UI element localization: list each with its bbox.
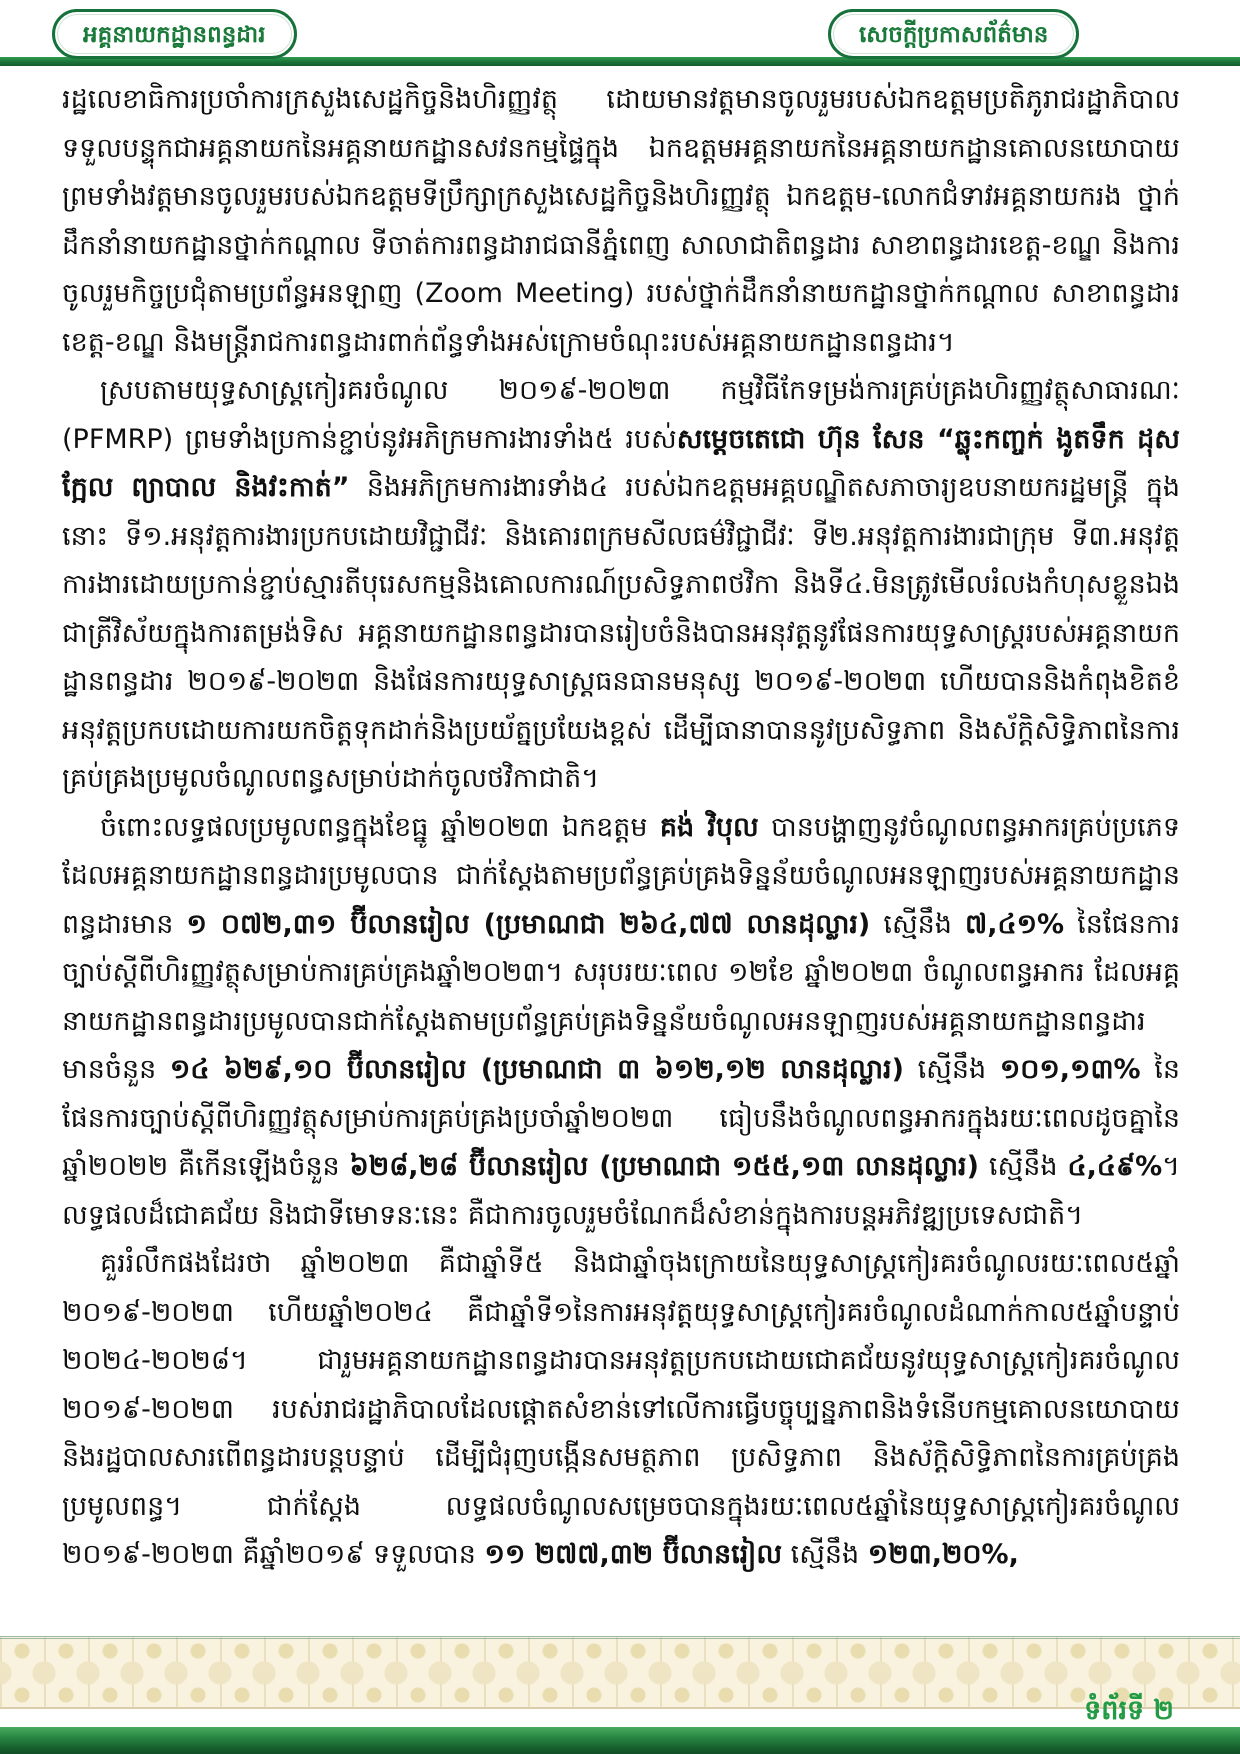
text-segment: រដ្ឋលេខាធិការប្រចាំការក្រសួងសេដ្ឋកិច្ចនិងហិរញ្ញវត្ថុ ដោយមានវត្តមានចូលរួមរបស់ឯកឧត្តមប្រតិភូរាជរដ្ឋាភិបាលទទួលបន្ទុកជាអគ្គនាយកនៃអគ្គនាយកដ្ឋានសវនកម្មផ្ទៃក្នុង ឯកឧត្តមអគ្គនាយកនៃអគ្គនាយកដ្ឋានគោលនយោបាយ ព្រមទាំងវត្តមានចូលរួមរបស់ឯកឧត្តមទីប្រឹក្សាក្រសួងសេដ្ឋកិច្ចនិងហិរញ្ញវត្ថុ ឯកឧត្តម-លោកជំទាវអគ្គនាយករង ថ្នាក់ដឹកនាំនាយកដ្ឋានថ្នាក់កណ្តាល ទីចាត់ការពន្ធដារាជធានីភ្នំពេញ សាលាជាតិពន្ធដារ សាខាពន្ធដារខេត្ត-ខណ្ឌ និងការចូលរួមកិច្ចប្រជុំតាមប្រព័ន្ធអនឡាញ (Zoom Meeting) របស់ថ្នាក់ដឹកនាំនាយកដ្ឋានថ្នាក់កណ្តាល សាខាពន្ធដារខេត្ត-ខណ្ឌ និងមន្ត្រីរាជការពន្ធដារពាក់ព័ន្ធទាំងអស់ក្រោមចំណុះរបស់អគ្គនាយកដ្ឋានពន្ធដារ។ — [62, 84, 1180, 358]
text-segment: ចំពោះលទ្ធផលប្រមូលពន្ធក្នុងខែធ្នូ ឆ្នាំ២០២៣ ឯកឧត្តម — [100, 811, 660, 843]
text-segment: ១៤ ៦២៩,១០ ប៊ីលានរៀល (ប្រមាណជា ៣ ៦១២,១២ លានដុល្លារ) — [169, 1054, 904, 1085]
text-segment: បានបង្ហាញនូវចំណូលពន្ធអាករគ្រប់ប្រភេទ ដែលអគ្គនាយកដ្ឋានពន្ធដារប្រមូលបាន ជាក់ស្តែងតាមប្រព័ន្ធគ្រប់គ្រងទិន្នន័យចំណូលអនឡាញរបស់អគ្គនាយកដ្ឋានពន្ធដារមាន — [62, 811, 1180, 940]
text-segment: នៃផែនការច្បាប់ស្តីពីហិរញ្ញវត្ថុសម្រាប់ការគ្រប់គ្រងប្រចាំឆ្នាំ២០២៣ ធៀបនឹងចំណូលពន្ធអាករក្នុងរយៈពេលដូចគ្នានៃឆ្នាំ២០២២ គឺកើនឡើងចំនួន — [62, 1054, 1180, 1182]
paragraph — [62, 76, 1180, 367]
department-badge: អគ្គនាយកដ្ឋានពន្ធដារ — [52, 9, 297, 59]
text-segment: ១០១,១៣% — [999, 1054, 1141, 1085]
text-segment: នៃផែនការច្បាប់ស្តីពីហិរញ្ញវត្ថុសម្រាប់ការគ្រប់គ្រងឆ្នាំ២០២៣។ សរុបរយៈពេល ១២ខែ ឆ្នាំ២០២៣ ចំណូលពន្ធអាករ ដែលអគ្គនាយកដ្ឋានពន្ធដារប្រមូលបានជាក់ស្តែងតាមប្រព័ន្ធគ្រប់គ្រងទិន្នន័យចំណូលអនឡាញរបស់អគ្គនាយកដ្ឋានពន្ធដារ មានចំនួន — [62, 908, 1180, 1085]
text-segment: ៤,៤៩% — [1067, 1151, 1163, 1182]
text-segment: សម្តេចតេជោ ហ៊ុន សែន “ឆ្លុះកញ្ចក់ ងូតទឹក ដុសក្អែល ព្យាបាល និងវះកាត់” — [62, 423, 1180, 503]
paragraph — [62, 804, 1180, 1241]
text-segment: ស្មើនឹង — [978, 1151, 1068, 1182]
text-segment: ១២៣,២០%, — [867, 1539, 1019, 1570]
document-body — [62, 76, 1180, 1580]
text-segment: ស្របតាមយុទ្ធសាស្ត្រកៀរគរចំណូល ២០១៩-២០២៣ កម្មវិធីកែទម្រង់ការគ្រប់គ្រងហិរញ្ញវត្ថុសាធារណៈ (PFMRP) ព្រមទាំងប្រកាន់ខ្ជាប់នូវអភិក្រមការងារទាំង៥ របស់ — [62, 375, 1180, 455]
page-number: ទំព័រទី ២ — [1084, 1695, 1174, 1726]
text-segment: ៦២៨,២៨ ប៊ីលានរៀល (ប្រមាណជា ១៥៥,១៣ លានដុល្លារ) — [349, 1151, 979, 1182]
text-segment: ស្មើនឹង — [782, 1539, 868, 1570]
text-segment: ១ ០៧២,៣១ ប៊ីលានរៀល (ប្រមាណជា ២៦៤,៧៧ លានដុល្លារ) — [186, 908, 871, 940]
footer-ornament-band — [0, 1636, 1240, 1709]
paragraph — [62, 1240, 1180, 1580]
text-segment: ១១ ២៧៧,៣២ ប៊ីលានរៀល — [484, 1539, 783, 1570]
text-segment: ស្មើនឹង — [870, 908, 966, 940]
press-release-badge: សេចក្តីប្រកាសព័ត៌មាន — [828, 9, 1079, 59]
text-segment: និងអភិក្រមការងារទាំង៤ របស់ឯកឧត្តមអគ្គបណ្ឌិតសភាចារ្យឧបនាយករដ្ឋមន្ត្រី ក្នុងនោះ ទី១.អនុវត្តការងារប្រកបដោយវិជ្ជាជីវៈ និងគោរពក្រមសីលធម៌វិជ្ជាជីវៈ ទី២.អនុវត្តការងារជាក្រុម ទី៣.អនុវត្តការងារដោយប្រកាន់ខ្ជាប់ស្មារតីបុរេសកម្មនិងគោលការណ៍ប្រសិទ្ធភាពថវិកា និងទី៤.មិនត្រូវមើលរំលងកំហុសខ្លួនឯង ជាត្រីវិស័យក្នុងការតម្រង់ទិស អគ្គនាយកដ្ឋានពន្ធដារបានរៀបចំនិងបានអនុវត្តនូវផែនការយុទ្ធសាស្ត្ររបស់អគ្គនាយកដ្ឋានពន្ធដារ ២០១៩-២០២៣ និងផែនការយុទ្ធសាស្ត្រធនធានមនុស្ស ២០១៩-២០២៣ ហើយបាននិងកំពុងខិតខំអនុវត្តប្រកបដោយការយកចិត្តទុកដាក់និងប្រយ័ត្នប្រយែងខ្ពស់ ដើម្បីធានាបាននូវប្រសិទ្ធភាព និងស័ក្តិសិទ្ធិភាពនៃការគ្រប់គ្រងប្រមូលចំណូលពន្ធសម្រាប់ដាក់ចូលថវិកាជាតិ។ — [62, 472, 1180, 794]
text-segment: គង់ វិបុល — [659, 811, 759, 843]
text-segment: ៧,៤១% — [965, 908, 1065, 940]
footer-bar — [0, 1727, 1240, 1754]
text-segment: គួររំលឹកផងដែរថា ឆ្នាំ២០២៣ គឺជាឆ្នាំទី៥ និងជាឆ្នាំចុងក្រោយនៃយុទ្ធសាស្ត្រកៀរគរចំណូលរយៈពេល៥ឆ្នាំ ២០១៩-២០២៣ ហើយឆ្នាំ២០២៤ គឺជាឆ្នាំទី១នៃការអនុវត្តយុទ្ធសាស្ត្រកៀរគរចំណូលដំណាក់កាល៥ឆ្នាំបន្ទាប់ ២០២៤-២០២៨។ ជារួមអគ្គនាយកដ្ឋានពន្ធដារបានអនុវត្តប្រកបដោយជោគជ័យនូវយុទ្ធសាស្ត្រកៀរគរចំណូល ២០១៩-២០២៣ របស់រាជរដ្ឋាភិបាលដែលផ្តោតសំខាន់ទៅលើការធ្វើបច្ចុប្បន្នភាពនិងទំនើបកម្មគោលនយោបាយ និងរដ្ឋបាលសារពើពន្ធដារបន្តបន្ទាប់ ដើម្បីជំរុញបង្កើនសមត្ថភាព ប្រសិទ្ធភាព និងស័ក្តិសិទ្ធិភាពនៃការគ្រប់គ្រងប្រមូលពន្ធ។ ជាក់ស្តែង លទ្ធផលចំណូលសម្រេចបានក្នុងរយៈពេល៥ឆ្នាំនៃយុទ្ធសាស្ត្រកៀរគរចំណូល ២០១៩-២០២៣ គឺឆ្នាំ២០១៩ ទទួលបាន — [62, 1248, 1180, 1570]
text-segment: ។ លទ្ធផលដ៏ជោគជ័យ និងជាទីមោទនៈនេះ គឺជាការចូលរួមចំណែកដ៏សំខាន់ក្នុងការបន្តអភិវឌ្ឍប្រទេសជាតិ។ — [62, 1151, 1180, 1231]
text-segment: ស្មើនឹង — [903, 1054, 1000, 1085]
paragraph — [62, 367, 1180, 804]
